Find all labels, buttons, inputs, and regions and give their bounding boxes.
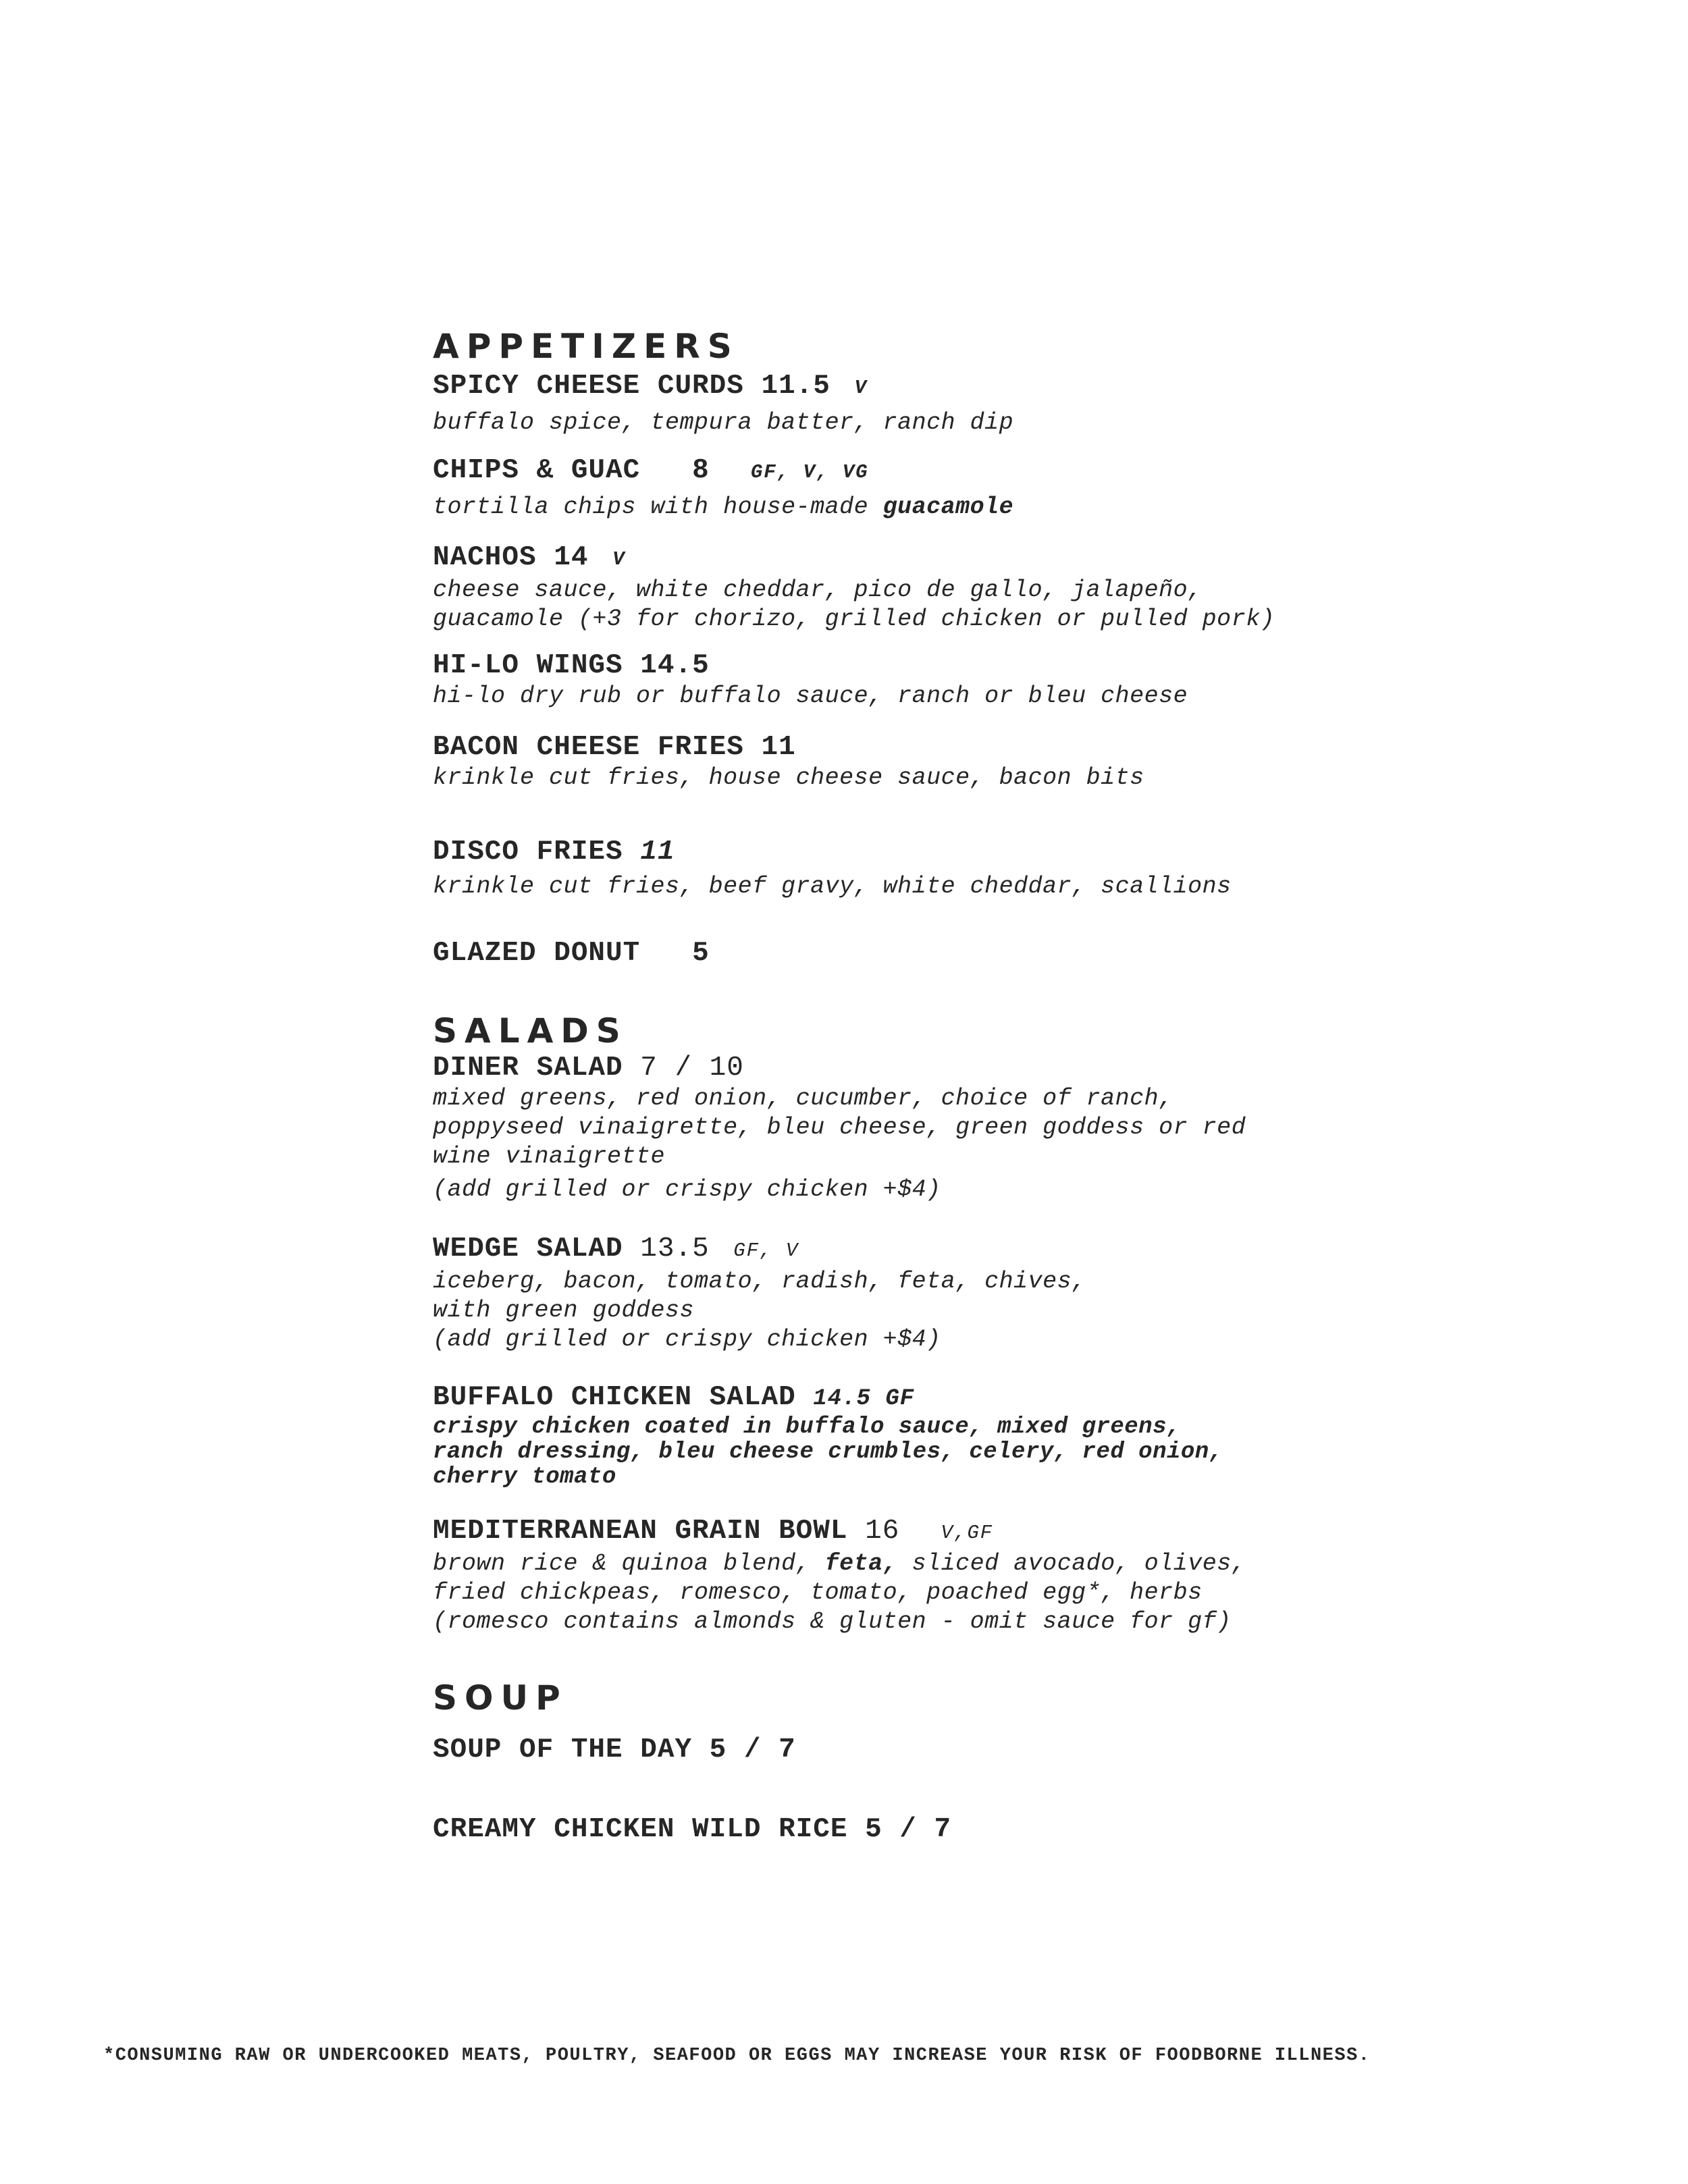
item-name: SPICY CHEESE CURDS [433,371,744,402]
item-price: 11.5 [761,371,830,402]
item-description-line-1: mixed greens, red onion, cucumber, choice of ranch, [433,1085,1173,1112]
menu-item-hi-lo-wings [433,649,1188,711]
item-description-line-1: iceberg, bacon, tomato, radish, feta, chives, [433,1268,1086,1295]
item-description-line-1: crispy chicken coated in buffalo sauce, mixed greens, [433,1414,1181,1440]
menu-item-diner-salad [433,1052,1246,1204]
dietary-tags: V,GF [941,1522,994,1544]
item-description-line-3: cherry tomato [433,1464,616,1490]
description-text: sliced avocado, olives, [912,1550,1246,1577]
item-name: CHIPS & GUAC [433,455,641,486]
item-description-line-3: wine vinaigrette [433,1143,666,1170]
menu-item-bacon-cheese-fries [433,731,1144,793]
item-name: HI-LO WINGS [433,650,623,681]
item-price: 14 [554,542,589,573]
menu-item-chips-guac [433,454,1013,522]
soup-heading: SOUP [433,1678,568,1717]
item-description: krinkle cut fries, beef gravy, white cheddar, scallions [433,873,1232,900]
menu-item-spicy-cheese-curds [433,370,1013,437]
menu-item-nachos [433,541,1275,634]
description-emphasis: guacamole [882,494,1014,521]
item-name: NACHOS [433,542,537,573]
item-addon: (add grilled or crispy chicken +$4) [433,1176,941,1203]
item-description-line-3: (romesco contains almonds & gluten - omit sauce for gf) [433,1608,1232,1635]
item-name: SOUP OF THE DAY 5 / 7 [433,1734,796,1765]
menu-item-mediterranean-grain-bowl [433,1515,1246,1636]
item-description-line-1: cheese sauce, white cheddar, pico de gallo, jalapeño, [433,577,1203,604]
description-text: tortilla chips with house-made [433,494,869,521]
item-price: 11 [640,836,675,868]
item-description-line-2: guacamole (+3 for chorizo, grilled chicken or pulled pork) [433,606,1275,633]
salads-heading: SALADS [433,1011,628,1050]
item-addon: (add grilled or crispy chicken +$4) [433,1326,941,1353]
item-name: CREAMY CHICKEN WILD RICE 5 / 7 [433,1814,952,1845]
item-description-line-2: with green goddess [433,1297,695,1324]
menu-item-creamy-chicken-wild-rice [433,1813,951,1846]
item-name: BUFFALO CHICKEN SALAD [433,1382,796,1413]
menu-item-buffalo-chicken-salad [433,1381,1223,1490]
item-name: DISCO FRIES [433,836,623,868]
item-name: MEDITERRANEAN GRAIN BOWL [433,1516,848,1547]
item-price: 11 [761,732,796,763]
item-name: WEDGE SALAD [433,1233,623,1264]
dietary-tags: GF, V [733,1240,799,1262]
item-description [433,493,1013,522]
item-description-line-1 [433,1549,1246,1578]
menu-item-glazed-donut [433,937,710,969]
dietary-tags: V [612,548,626,570]
item-price: 13.5 [640,1233,710,1264]
item-name: GLAZED DONUT [433,938,641,969]
menu-item-disco-fries [433,836,1232,901]
item-price: 16 [865,1516,900,1547]
item-name: DINER SALAD [433,1053,623,1084]
item-price: 8 [692,455,710,486]
item-description: buffalo spice, tempura batter, ranch dip [433,409,1014,436]
item-description: krinkle cut fries, house cheese sauce, bacon bits [433,764,1144,791]
item-description-line-2: fried chickpeas, romesco, tomato, poached egg*, herbs [433,1579,1203,1606]
item-price: 5 [692,938,710,969]
item-price: 7 / 10 [640,1053,744,1084]
item-description-line-2: ranch dressing, bleu cheese crumbles, celery, red onion, [433,1439,1223,1465]
menu-item-wedge-salad [433,1233,1086,1354]
appetizers-heading: APPETIZERS [433,327,739,366]
description-emphasis: feta, [824,1550,898,1577]
item-description-line-2: poppyseed vinaigrette, bleu cheese, green goddess or red [433,1114,1246,1141]
item-description: hi-lo dry rub or buffalo sauce, ranch or bleu cheese [433,683,1188,710]
food-safety-disclaimer: *CONSUMING RAW OR UNDERCOOKED MEATS, POULTRY, SEAFOOD OR EGGS MAY INCREASE YOUR RISK OF FOODBORNE ILLNESS. [103,2046,1371,2066]
description-text: brown rice & quinoa blend, [433,1550,811,1577]
item-price: 14.5 GF [813,1386,915,1412]
dietary-tags: GF, V, VG [750,461,869,483]
menu-item-soup-of-the-day [433,1734,796,1766]
dietary-tags: V [854,377,868,399]
item-price: 14.5 [640,650,710,681]
item-name: BACON CHEESE FRIES [433,732,744,763]
